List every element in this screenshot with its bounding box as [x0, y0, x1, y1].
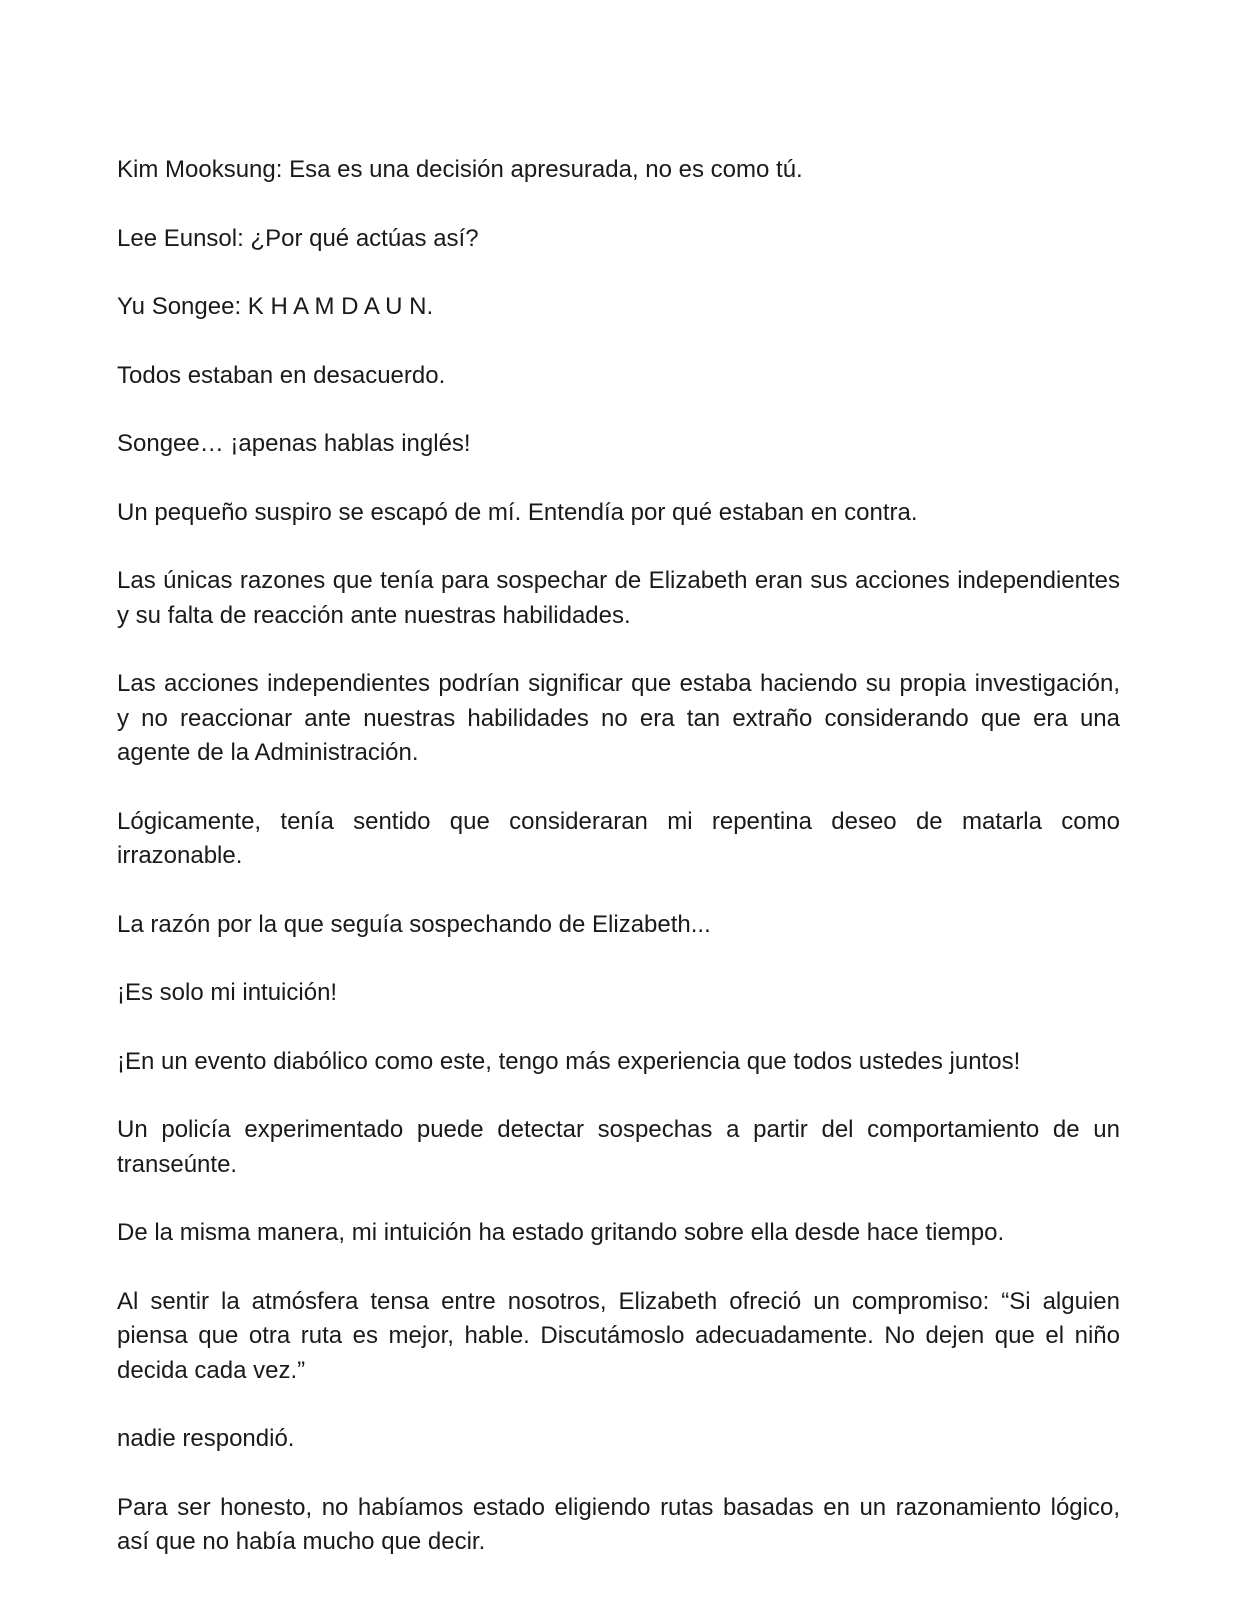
- paragraph-8: Las acciones independientes podrían significar que estaba haciendo su propia investigación, y no reaccionar ante nuestras habilidades no era tan extraño considerando que era una agente de la Administración.: [117, 670, 1120, 766]
- paragraph-10: La razón por la que seguía sospechando de Elizabeth...: [117, 910, 711, 938]
- paragraph-7: Las únicas razones que tenía para sospechar de Elizabeth eran sus acciones independientes y su falta de reacción ante nuestras habilidades.: [117, 567, 1120, 629]
- paragraph-6: Un pequeño suspiro se escapó de mí. Entendía por qué estaban en contra.: [117, 498, 918, 526]
- paragraph-9: Lógicamente, tenía sentido que consideraran mi repentina deseo de matarla como irrazonable.: [117, 807, 1120, 869]
- paragraph-16: nadie respondió.: [117, 1425, 295, 1452]
- paragraph-2: Lee Eunsol: ¿Por qué actúas así?: [117, 224, 479, 252]
- paragraph-13: Un policía experimentado puede detectar sospechas a partir del comportamiento de un transeúnte.: [117, 1116, 1120, 1178]
- paragraph-5: Songee… ¡apenas hablas inglés!: [117, 430, 471, 457]
- paragraph-17: Para ser honesto, no habíamos estado eligiendo rutas basadas en un razonamiento lógico, así que no había mucho que decir.: [117, 1493, 1120, 1555]
- paragraph-12: ¡En un evento diabólico como este, tengo más experiencia que todos ustedes juntos!: [117, 1047, 1021, 1075]
- paragraph-3: Yu Songee: K H A M D A U N.: [117, 293, 434, 320]
- paragraph-4: Todos estaban en desacuerdo.: [117, 361, 446, 389]
- paragraph-1: Kim Mooksung: Esa es una decisión apresurada, no es como tú.: [117, 156, 803, 183]
- paragraph-15: Al sentir la atmósfera tensa entre nosotros, Elizabeth ofreció un compromiso: “Si alguien piensa que otra ruta es mejor, hable. Discutámoslo adecuadamente. No dejen que el niño decida cada vez.”: [117, 1287, 1120, 1384]
- document-body: [117, 153, 1120, 1594]
- paragraph-11: ¡Es solo mi intuición!: [117, 979, 338, 1006]
- paragraph-14: De la misma manera, mi intuición ha estado gritando sobre ella desde hace tiempo.: [117, 1219, 1005, 1246]
